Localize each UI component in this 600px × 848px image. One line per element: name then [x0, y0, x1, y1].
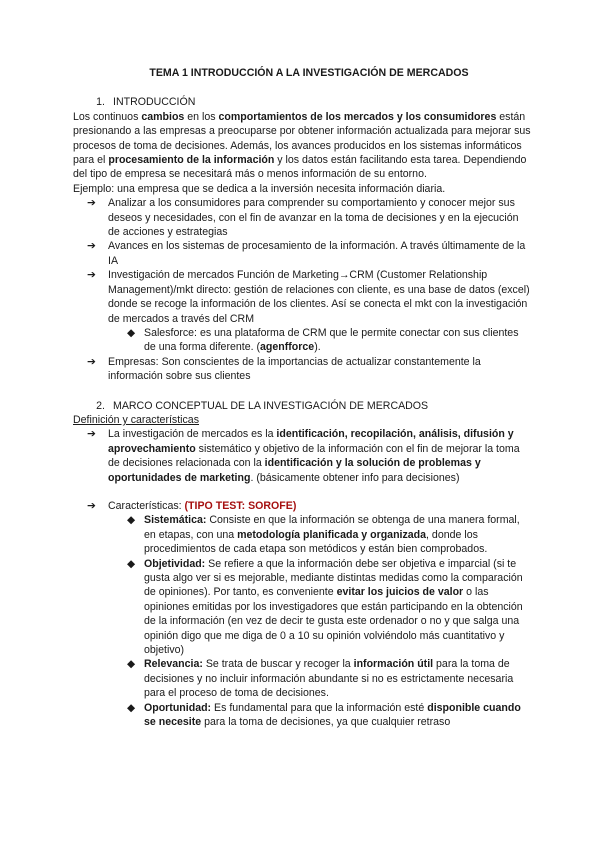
characteristics-sub-list: [108, 513, 533, 729]
bold-text: disponible cuando se necesite: [144, 701, 521, 729]
list-item: [73, 239, 533, 268]
section-title: MARCO CONCEPTUAL DE LA INVESTIGACIÓN DE MERCADOS: [113, 399, 429, 412]
section-number: 1.: [96, 96, 105, 109]
text-run: o las opiniones emitidas por los investigadores que están participando en la obtención de la información (en vez de decir te gusta este ordenador o no y que salga una opinión digo que me diga de 0 a 10 su opinión volviéndolo más cuantitativo y objetivo): [144, 586, 523, 657]
example-paragraph: Ejemplo: una empresa que se dedica a la inversión necesita información diaria.: [73, 182, 446, 195]
list-item-text: Avances en los sistemas de procesamiento de la información. A través últimamente de la IA: [108, 240, 526, 267]
arrow-icon: ➔: [87, 240, 96, 253]
arrow-icon: ➔: [87, 428, 96, 441]
text-run: Es fundamental para que la información esté: [211, 701, 428, 714]
text-run: ).: [314, 341, 321, 354]
bold-text: metodología planificada y organizada: [237, 528, 427, 541]
text-run: Se refiere a que la información debe ser objetiva e imparcial (si te gusta algo ver si es mejorable, mediante distintas medidas como la comparación de opiniones). Por tanto, es conveniente: [144, 557, 523, 599]
spacer: [73, 485, 533, 499]
document-title: TEMA 1 INTRODUCCIÓN A LA INVESTIGACIÓN DE MERCADOS: [149, 67, 469, 79]
section-2-heading: [73, 399, 533, 413]
diamond-bullet-icon: ◆: [127, 701, 136, 714]
bold-text: comportamientos de los mercados y los consumidores: [218, 110, 497, 123]
sub-bullet-list: [108, 326, 533, 355]
list-item: [73, 196, 533, 239]
diamond-bullet-icon: ◆: [127, 557, 136, 570]
list-item: [73, 355, 533, 384]
list-item-text: Empresas: Son conscientes de la importancias de actualizar constantemente la información sobre sus clientes: [108, 355, 481, 383]
arrow-icon: ➔: [87, 269, 96, 282]
bold-text: evitar los juicios de valor: [336, 586, 464, 599]
list-item: [73, 427, 533, 485]
term: Sistemática:: [144, 514, 207, 527]
term: Oportunidad:: [144, 701, 212, 714]
text-run: Se trata de buscar y recoger la: [202, 658, 354, 671]
list-item: [73, 268, 533, 354]
document-content: [73, 66, 533, 729]
intro-paragraph: [73, 110, 533, 182]
text-run: . (básicamente obtener info para decisiones): [250, 471, 460, 484]
subsection-heading: Definición y características: [73, 413, 199, 426]
text-run: , donde los procedimientos de cada etapa son metódicos y están bien comprobados.: [144, 528, 488, 556]
bold-text: procesamiento de la información: [108, 154, 275, 167]
text-run: para la toma de decisiones y no incluir información abundante si no es estrictamente necesaria para el proceso de toma de decisiones.: [144, 658, 514, 700]
list-item-text: Analizar a los consumidores para comprender su comportamiento y conocer mejor sus deseos y necesidades, con el fin de avanzar en la toma de decisiones y en la ejecución de acciones y estrategias: [108, 197, 519, 239]
test-tag: (TIPO TEST: SOROFE): [184, 499, 297, 512]
sub-list-item: [73, 557, 533, 658]
sub-list-item: [73, 326, 533, 355]
section-number: 2.: [96, 399, 105, 412]
intro-bullet-list: [73, 196, 533, 383]
sub-list-item: [73, 701, 533, 730]
text-run: La investigación de mercados es la: [108, 428, 277, 441]
text-run: y los datos están facilitando esta tarea. Dependiendo del tipo de empresa se necesitará más o menos información de su entorno.: [73, 154, 527, 181]
section-1-heading: [73, 95, 533, 109]
text-run: Salesforce: es una plataforma de CRM que le permite conectar con sus clientes de una forma diferente. (: [144, 326, 519, 354]
list-item: [73, 499, 533, 730]
term: Relevancia:: [144, 658, 203, 671]
text-run: Consiste en que la información se obtenga de una manera formal, en etapas, con una: [144, 514, 520, 541]
characteristics-list: [73, 499, 533, 730]
diamond-bullet-icon: ◆: [127, 514, 136, 527]
text-run: Los continuos: [73, 110, 142, 123]
characteristics-label: Características:: [108, 499, 185, 512]
bold-text: información útil: [353, 658, 434, 671]
section-title: INTRODUCCIÓN: [113, 96, 196, 109]
list-item-text: Investigación de mercados Función de Marketing→CRM (Customer Relationship Management)/mkt directo: gestión de relaciones con cliente, es una base de datos (excel) donde se recoge la información de los clientes. Así se conecta el mkt con la investigación de mercados a través del CRM: [108, 269, 530, 325]
text-run: para la toma de decisiones, ya que cualquier retraso: [201, 716, 451, 729]
arrow-icon: ➔: [87, 499, 96, 512]
arrow-icon: ➔: [87, 197, 96, 210]
bold-text: identificación y la solución de problemas y oportunidades de marketing: [108, 457, 481, 484]
diamond-bullet-icon: ◆: [127, 326, 136, 339]
sub-list-item: [73, 513, 533, 556]
text-run: sistemático y objetivo de la información con el fin de mejorar la toma de decisiones relacionada con la: [108, 442, 520, 470]
bold-text: cambios: [141, 110, 185, 123]
bold-text: identificación, recopilación, análisis, difusión y aprovechamiento: [108, 428, 514, 455]
definition-list: [73, 427, 533, 485]
arrow-icon: ➔: [87, 355, 96, 368]
text-run: están presionando a las empresas a preocuparse por obtener información actualizada para mejorar sus procesos de toma de decisiones. Además, los avances producidos en los sistemas informáticos para el: [73, 110, 531, 167]
term: Objetividad:: [144, 557, 206, 570]
diamond-bullet-icon: ◆: [127, 658, 136, 671]
text-run: en los: [184, 110, 219, 123]
sub-list-item: [73, 657, 533, 700]
bold-text: agenfforce: [260, 341, 315, 354]
